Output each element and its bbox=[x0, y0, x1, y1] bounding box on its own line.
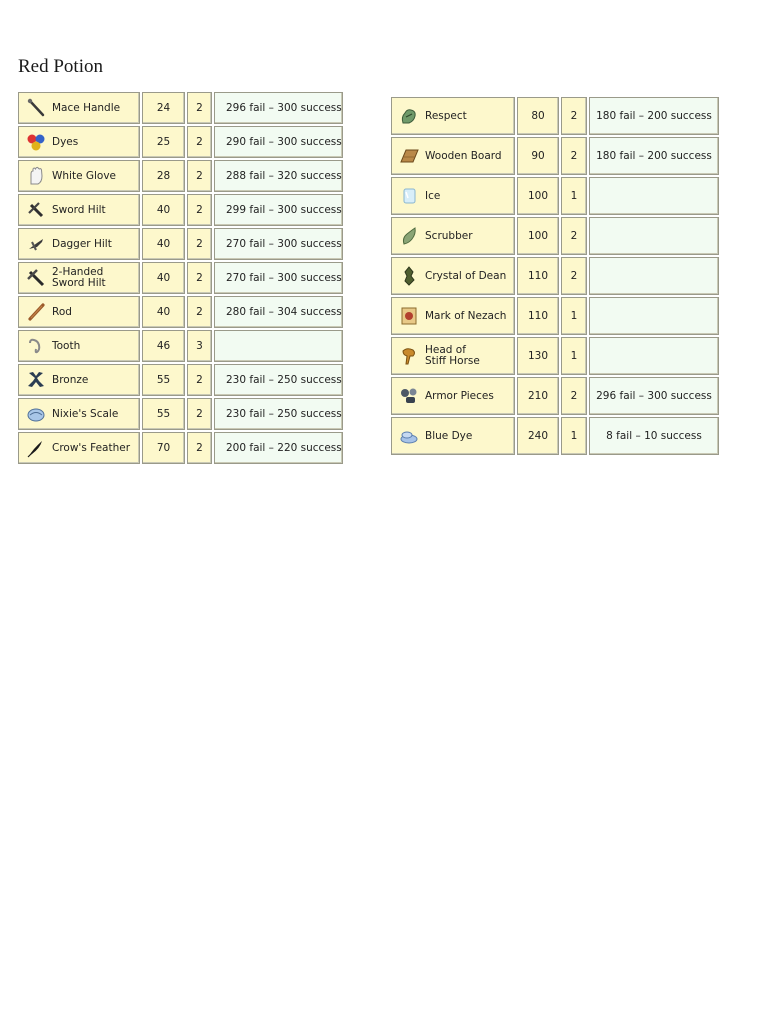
table-row bbox=[18, 228, 343, 260]
table-row bbox=[18, 432, 343, 464]
item-name-wrap bbox=[19, 127, 139, 157]
table-row bbox=[391, 137, 719, 175]
item-table-right bbox=[389, 95, 721, 457]
ice-icon bbox=[398, 185, 420, 207]
item-rate-cell: 290 fail – 300 success bbox=[214, 126, 343, 158]
item-name-cell bbox=[391, 177, 515, 215]
dyes-icon bbox=[25, 131, 47, 153]
two-handed-sword-hilt-icon bbox=[25, 267, 47, 289]
item-name-cell bbox=[391, 377, 515, 415]
item-number-cell: 46 bbox=[142, 330, 185, 362]
table-row bbox=[18, 296, 343, 328]
item-number-cell: 24 bbox=[142, 92, 185, 124]
item-name-tooth: Tooth bbox=[52, 339, 81, 352]
armor-pieces-icon bbox=[398, 385, 420, 407]
item-number-cell: 55 bbox=[142, 364, 185, 396]
item-quantity-cell: 2 bbox=[561, 257, 587, 295]
item-name-wrap bbox=[19, 331, 139, 361]
table-row bbox=[18, 364, 343, 396]
item-name-cell bbox=[391, 257, 515, 295]
table-row bbox=[18, 262, 343, 294]
item-rate-cell: 270 fail – 300 success bbox=[214, 228, 343, 260]
bronze-icon bbox=[25, 369, 47, 391]
item-name-ice: Ice bbox=[425, 189, 441, 202]
item-name-wrap bbox=[392, 378, 514, 414]
item-name-mace-handle: Mace Handle bbox=[52, 101, 121, 114]
item-number-cell: 130 bbox=[517, 337, 559, 375]
head-of-stiff-horse-icon bbox=[398, 345, 420, 367]
item-name-sword-hilt: Sword Hilt bbox=[52, 203, 106, 216]
item-name-cell bbox=[391, 297, 515, 335]
table-row bbox=[391, 217, 719, 255]
table-row bbox=[18, 160, 343, 192]
item-rate-cell bbox=[214, 330, 343, 362]
item-name-cell bbox=[18, 228, 140, 260]
item-name-wrap bbox=[392, 418, 514, 454]
item-number-cell: 110 bbox=[517, 257, 559, 295]
item-name-armor-pieces: Armor Pieces bbox=[425, 389, 494, 402]
table-body-right bbox=[391, 97, 719, 455]
item-name-wrap bbox=[19, 365, 139, 395]
table-row bbox=[18, 194, 343, 226]
item-name-cell bbox=[18, 160, 140, 192]
item-rate-cell: 299 fail – 300 success bbox=[214, 194, 343, 226]
item-name-cell bbox=[18, 194, 140, 226]
item-quantity-cell: 2 bbox=[187, 262, 212, 294]
crystal-of-dean-icon bbox=[398, 265, 420, 287]
item-quantity-cell: 3 bbox=[187, 330, 212, 362]
table-row bbox=[391, 257, 719, 295]
dagger-hilt-icon bbox=[25, 233, 47, 255]
item-number-cell: 240 bbox=[517, 417, 559, 455]
white-glove-icon bbox=[25, 165, 47, 187]
item-number-cell: 40 bbox=[142, 262, 185, 294]
item-quantity-cell: 2 bbox=[187, 296, 212, 328]
item-name-wrap bbox=[392, 138, 514, 174]
item-rate-cell: 8 fail – 10 success bbox=[589, 417, 719, 455]
item-rate-cell: 230 fail – 250 success bbox=[214, 398, 343, 430]
item-rate-cell: 200 fail – 220 success bbox=[214, 432, 343, 464]
page-title: Red Potion bbox=[18, 56, 103, 77]
item-rate-cell bbox=[589, 217, 719, 255]
item-name-cell bbox=[18, 126, 140, 158]
item-number-cell: 55 bbox=[142, 398, 185, 430]
item-name-respect: Respect bbox=[425, 109, 467, 122]
item-quantity-cell: 1 bbox=[561, 177, 587, 215]
mark-of-nezach-icon bbox=[398, 305, 420, 327]
item-name-cell bbox=[18, 398, 140, 430]
item-name-cell bbox=[18, 262, 140, 294]
item-name-cell bbox=[18, 92, 140, 124]
item-name-wrap bbox=[19, 399, 139, 429]
item-name-white-glove: White Glove bbox=[52, 169, 117, 182]
respect-icon bbox=[398, 105, 420, 127]
item-quantity-cell: 2 bbox=[561, 97, 587, 135]
item-name-wrap bbox=[19, 93, 139, 123]
item-number-cell: 40 bbox=[142, 228, 185, 260]
item-name-cell bbox=[18, 432, 140, 464]
table-row bbox=[18, 398, 343, 430]
item-number-cell: 210 bbox=[517, 377, 559, 415]
item-number-cell: 100 bbox=[517, 217, 559, 255]
item-name-wrap bbox=[392, 218, 514, 254]
item-name-rod: Rod bbox=[52, 305, 72, 318]
table-row bbox=[391, 97, 719, 135]
item-number-cell: 100 bbox=[517, 177, 559, 215]
item-name-crow-s-feather: Crow's Feather bbox=[52, 441, 131, 454]
item-rate-cell bbox=[589, 337, 719, 375]
item-name-wrap bbox=[392, 258, 514, 294]
table-row bbox=[391, 337, 719, 375]
item-name-crystal-of-dean: Crystal of Dean bbox=[425, 269, 507, 282]
item-name-wrap bbox=[392, 178, 514, 214]
item-rate-cell: 270 fail – 300 success bbox=[214, 262, 343, 294]
mace-handle-icon bbox=[25, 97, 47, 119]
item-name-wrap bbox=[392, 298, 514, 334]
sword-hilt-icon bbox=[25, 199, 47, 221]
item-rate-cell: 296 fail – 300 success bbox=[589, 377, 719, 415]
item-rate-cell bbox=[589, 177, 719, 215]
scrubber-icon bbox=[398, 225, 420, 247]
item-name-scrubber: Scrubber bbox=[425, 229, 473, 242]
item-number-cell: 110 bbox=[517, 297, 559, 335]
item-name-wrap bbox=[19, 433, 139, 463]
item-number-cell: 28 bbox=[142, 160, 185, 192]
table-row bbox=[18, 330, 343, 362]
item-quantity-cell: 2 bbox=[187, 398, 212, 430]
item-quantity-cell: 2 bbox=[187, 160, 212, 192]
item-quantity-cell: 2 bbox=[187, 432, 212, 464]
item-rate-cell bbox=[589, 297, 719, 335]
table-row bbox=[391, 377, 719, 415]
item-name-dyes: Dyes bbox=[52, 135, 79, 148]
table-row bbox=[391, 417, 719, 455]
item-quantity-cell: 2 bbox=[187, 228, 212, 260]
table-row bbox=[18, 92, 343, 124]
item-number-cell: 40 bbox=[142, 296, 185, 328]
item-name-cell bbox=[391, 97, 515, 135]
item-quantity-cell: 2 bbox=[187, 92, 212, 124]
crows-feather-icon bbox=[25, 437, 47, 459]
item-rate-cell: 230 fail – 250 success bbox=[214, 364, 343, 396]
item-name-wrap bbox=[19, 297, 139, 327]
item-quantity-cell: 2 bbox=[187, 126, 212, 158]
blue-dye-icon bbox=[398, 425, 420, 447]
table-row bbox=[18, 126, 343, 158]
item-quantity-cell: 1 bbox=[561, 297, 587, 335]
item-name-wrap bbox=[392, 98, 514, 134]
item-rate-cell: 296 fail – 300 success bbox=[214, 92, 343, 124]
item-name-wrap bbox=[392, 338, 514, 374]
item-rate-cell: 180 fail – 200 success bbox=[589, 137, 719, 175]
item-number-cell: 80 bbox=[517, 97, 559, 135]
table-body-left bbox=[18, 92, 343, 464]
table-row bbox=[391, 297, 719, 335]
item-name-dagger-hilt: Dagger Hilt bbox=[52, 237, 112, 250]
item-rate-cell: 288 fail – 320 success bbox=[214, 160, 343, 192]
item-name-cell bbox=[391, 137, 515, 175]
item-number-cell: 70 bbox=[142, 432, 185, 464]
item-quantity-cell: 2 bbox=[561, 217, 587, 255]
item-quantity-cell: 2 bbox=[187, 364, 212, 396]
item-name-head-of-stiff-horse: Head of Stiff Horse bbox=[425, 344, 480, 367]
item-name-cell bbox=[18, 296, 140, 328]
item-name-bronze: Bronze bbox=[52, 373, 89, 386]
item-rate-cell bbox=[589, 257, 719, 295]
item-quantity-cell: 2 bbox=[561, 137, 587, 175]
item-table-left bbox=[16, 90, 345, 466]
item-name-wrap bbox=[19, 263, 139, 293]
item-name-wrap bbox=[19, 161, 139, 191]
item-number-cell: 40 bbox=[142, 194, 185, 226]
item-name-blue-dye: Blue Dye bbox=[425, 429, 473, 442]
item-name-wrap bbox=[19, 195, 139, 225]
table-row bbox=[391, 177, 719, 215]
item-name-cell bbox=[391, 417, 515, 455]
item-name-cell bbox=[18, 364, 140, 396]
item-quantity-cell: 1 bbox=[561, 337, 587, 375]
item-name-cell bbox=[18, 330, 140, 362]
item-name-cell bbox=[391, 217, 515, 255]
item-name-nixie-s-scale: Nixie's Scale bbox=[52, 407, 119, 420]
item-name-2-handed-sword-hilt: 2-Handed Sword Hilt bbox=[52, 266, 106, 289]
wooden-board-icon bbox=[398, 145, 420, 167]
item-name-wooden-board: Wooden Board bbox=[425, 149, 502, 162]
item-name-wrap bbox=[19, 229, 139, 259]
item-rate-cell: 280 fail – 304 success bbox=[214, 296, 343, 328]
rod-icon bbox=[25, 301, 47, 323]
item-quantity-cell: 2 bbox=[561, 377, 587, 415]
tooth-icon bbox=[25, 335, 47, 357]
item-number-cell: 90 bbox=[517, 137, 559, 175]
item-rate-cell: 180 fail – 200 success bbox=[589, 97, 719, 135]
item-quantity-cell: 1 bbox=[561, 417, 587, 455]
item-name-cell bbox=[391, 337, 515, 375]
item-quantity-cell: 2 bbox=[187, 194, 212, 226]
item-number-cell: 25 bbox=[142, 126, 185, 158]
nixies-scale-icon bbox=[25, 403, 47, 425]
item-name-mark-of-nezach: Mark of Nezach bbox=[425, 309, 507, 322]
